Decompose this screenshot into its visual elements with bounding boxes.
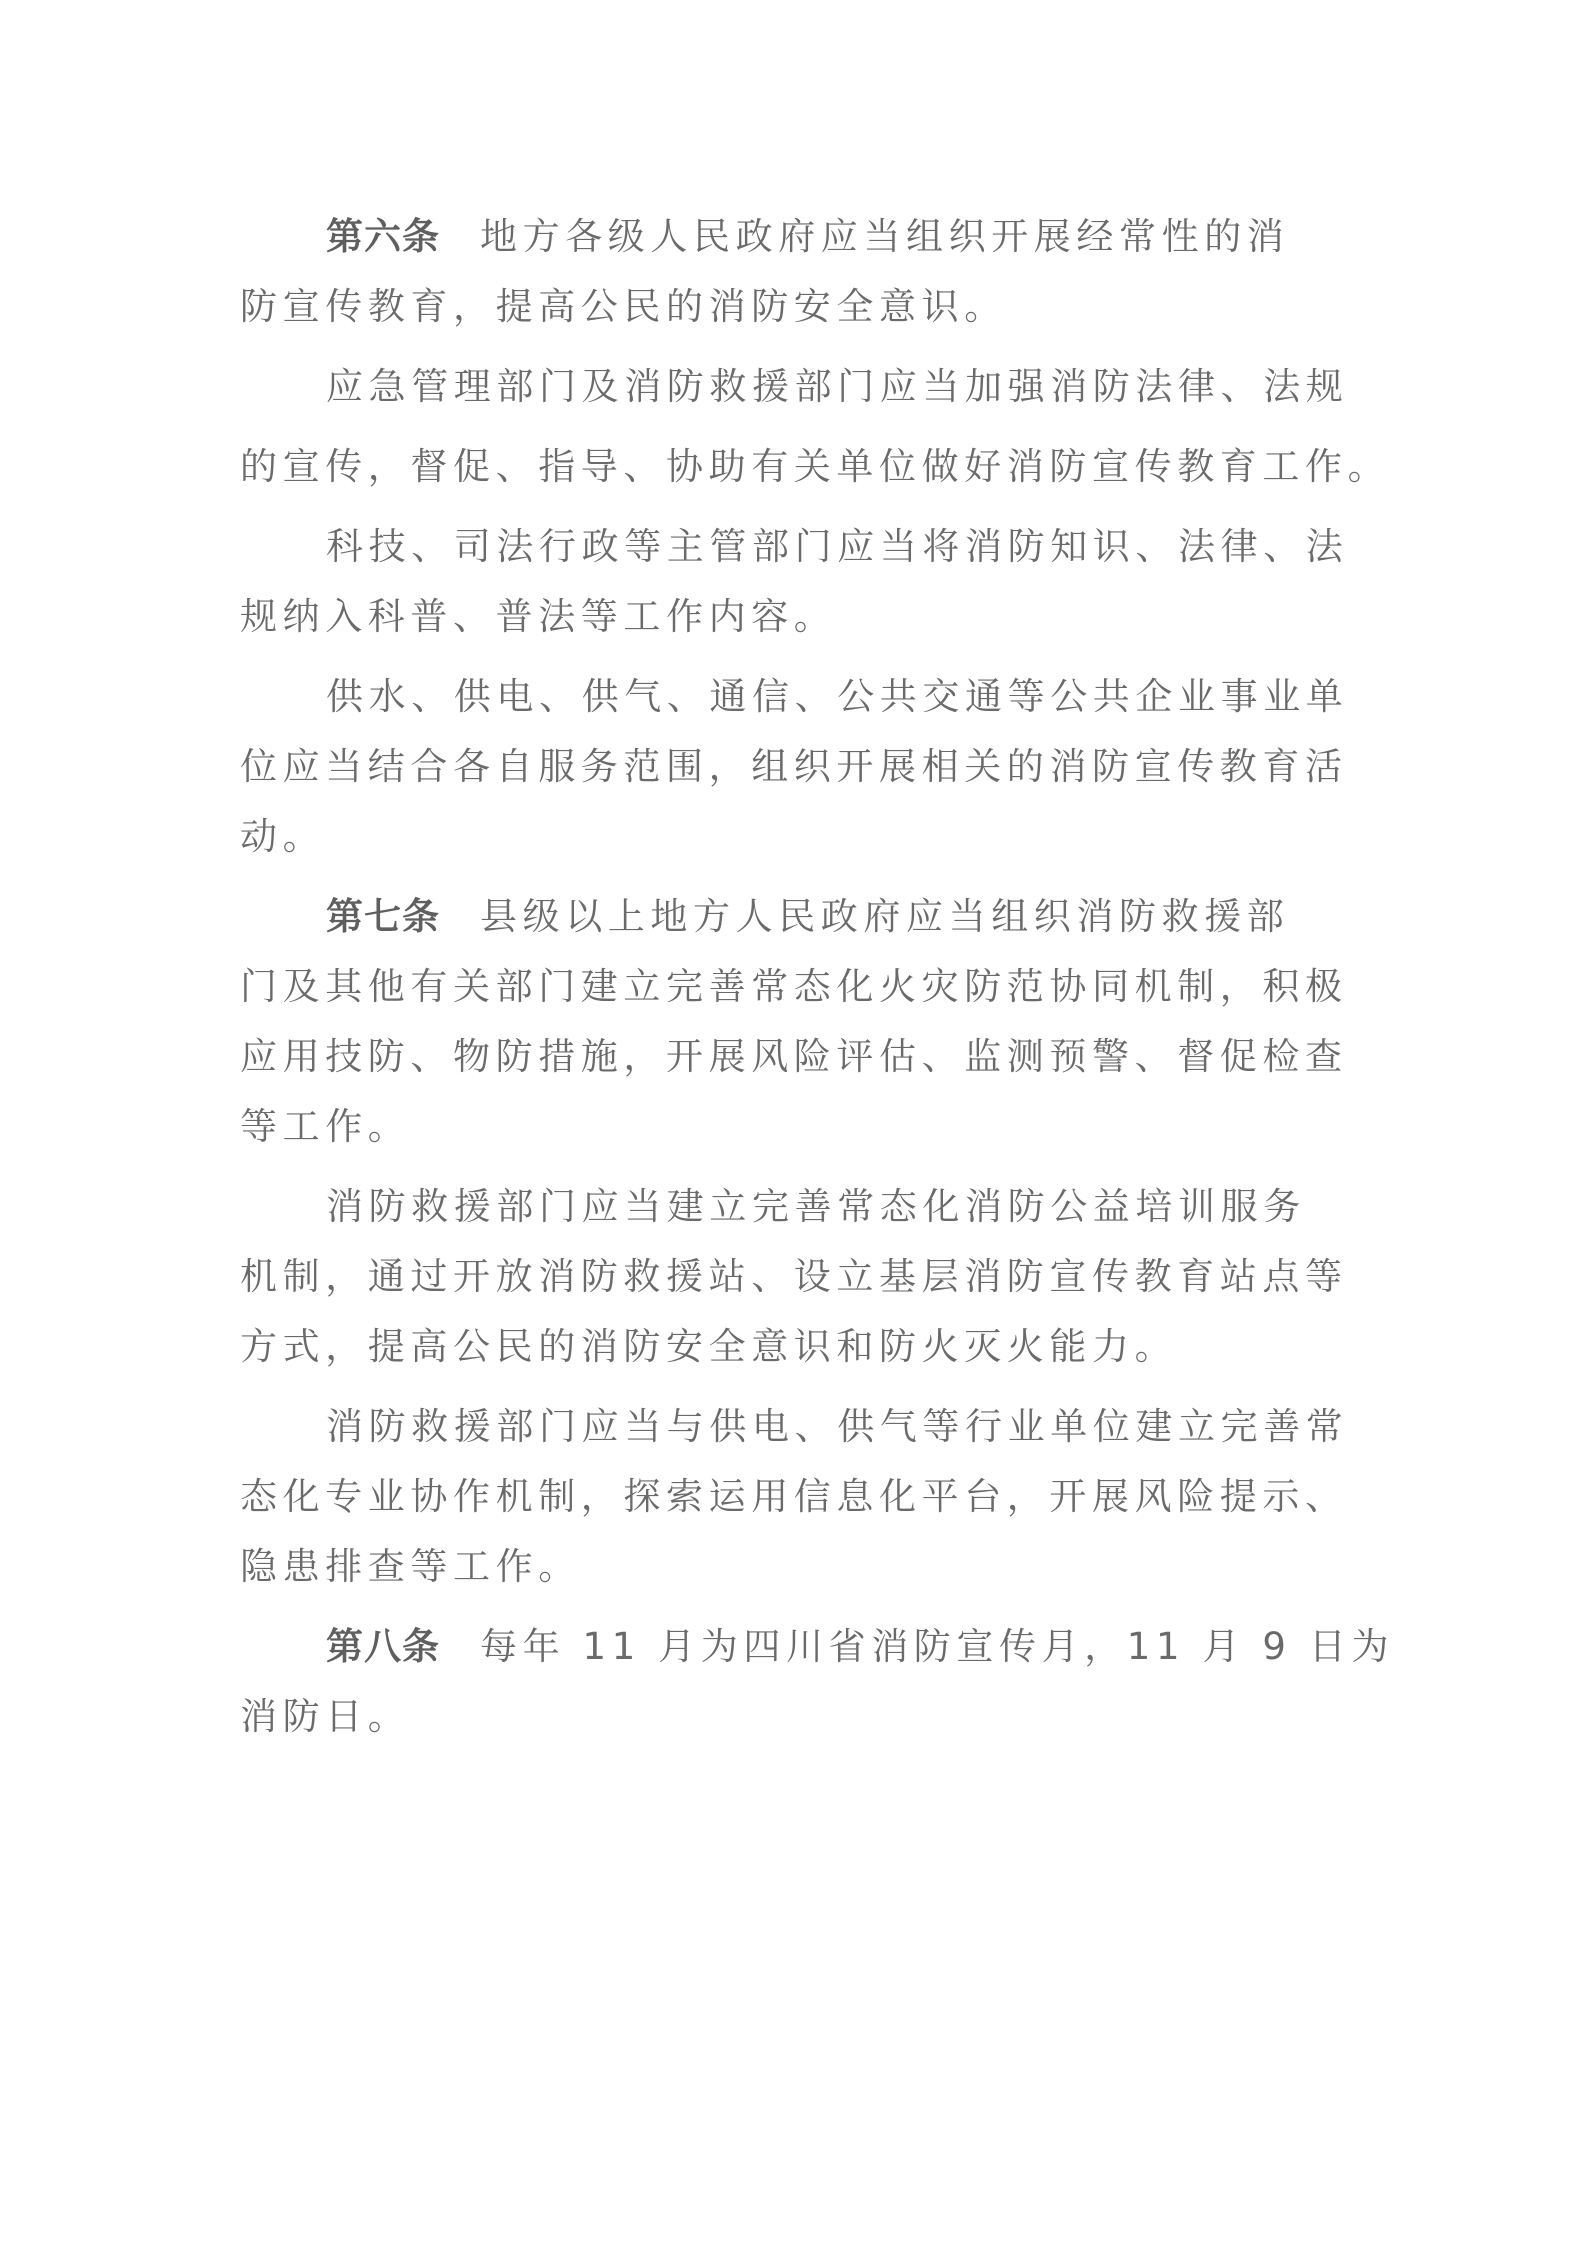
article-label: 第六条	[326, 215, 440, 258]
paragraph-line	[240, 443, 1391, 491]
paragraph-line	[326, 363, 1446, 411]
paragraph-line	[240, 1103, 1360, 1151]
article-6-line-2	[240, 283, 1360, 331]
paragraph-line	[326, 673, 1446, 721]
paragraph-text: 县级以上地方人民政府应当组织消防救援部	[480, 895, 1290, 938]
paragraph-text: 规纳入科普、普法等工作内容。	[240, 595, 837, 638]
paragraph-text: 动。	[240, 815, 326, 858]
paragraph-text: 等工作。	[240, 1105, 411, 1148]
article-8-line-1	[326, 1623, 1446, 1671]
paragraph-text: 科技、司法行政等主管部门应当将消防知识、法律、法	[326, 525, 1349, 568]
paragraph-line	[326, 1403, 1446, 1451]
article-label: 第八条	[326, 1625, 440, 1668]
paragraph-text: 每年 11 月为四川省消防宣传月，11 月 9 日为	[480, 1625, 1395, 1668]
paragraph-line	[240, 1693, 1360, 1741]
paragraph-line	[240, 1543, 1360, 1591]
paragraph-line	[240, 1473, 1360, 1521]
paragraph-text: 门及其他有关部门建立完善常态化火灾防范协同机制，积极	[240, 965, 1348, 1008]
paragraph-text: 的宣传，督促、指导、协助有关单位做好消防宣传教育工作。	[240, 445, 1391, 488]
paragraph-line	[240, 1253, 1360, 1301]
paragraph-text: 防宣传教育，提高公民的消防安全意识。	[240, 285, 1007, 328]
paragraph-line	[326, 523, 1446, 571]
paragraph-text: 方式，提高公民的消防安全意识和防火灭火能力。	[240, 1325, 1178, 1368]
paragraph-text: 应急管理部门及消防救援部门应当加强消防法律、法规	[326, 365, 1349, 408]
paragraph-text: 消防救援部门应当与供电、供气等行业单位建立完善常	[326, 1405, 1349, 1448]
paragraph-line	[240, 963, 1360, 1011]
paragraph-text: 应用技防、物防措施，开展风险评估、监测预警、督促检查	[240, 1035, 1348, 1078]
article-7-line-1	[326, 893, 1446, 941]
paragraph-line	[326, 1183, 1446, 1231]
paragraph-line	[240, 593, 1360, 641]
paragraph-text: 态化专业协作机制，探索运用信息化平台，开展风险提示、	[240, 1475, 1348, 1518]
paragraph-text: 供水、供电、供气、通信、公共交通等公共企业事业单	[326, 675, 1349, 718]
paragraph-line	[240, 1033, 1360, 1081]
paragraph-text: 机制，通过开放消防救援站、设立基层消防宣传教育站点等	[240, 1255, 1348, 1298]
article-label: 第七条	[326, 895, 440, 938]
paragraph-line	[240, 1323, 1360, 1371]
paragraph-text: 消防救援部门应当建立完善常态化消防公益培训服务	[326, 1185, 1306, 1228]
paragraph-text: 位应当结合各自服务范围，组织开展相关的消防宣传教育活	[240, 745, 1348, 788]
paragraph-line	[240, 743, 1360, 791]
paragraph-text: 隐患排查等工作。	[240, 1545, 581, 1588]
article-6-line-1	[326, 213, 1446, 261]
paragraph-line	[240, 813, 1360, 861]
paragraph-text: 地方各级人民政府应当组织开展经常性的消	[480, 215, 1290, 258]
paragraph-text: 消防日。	[240, 1695, 411, 1738]
